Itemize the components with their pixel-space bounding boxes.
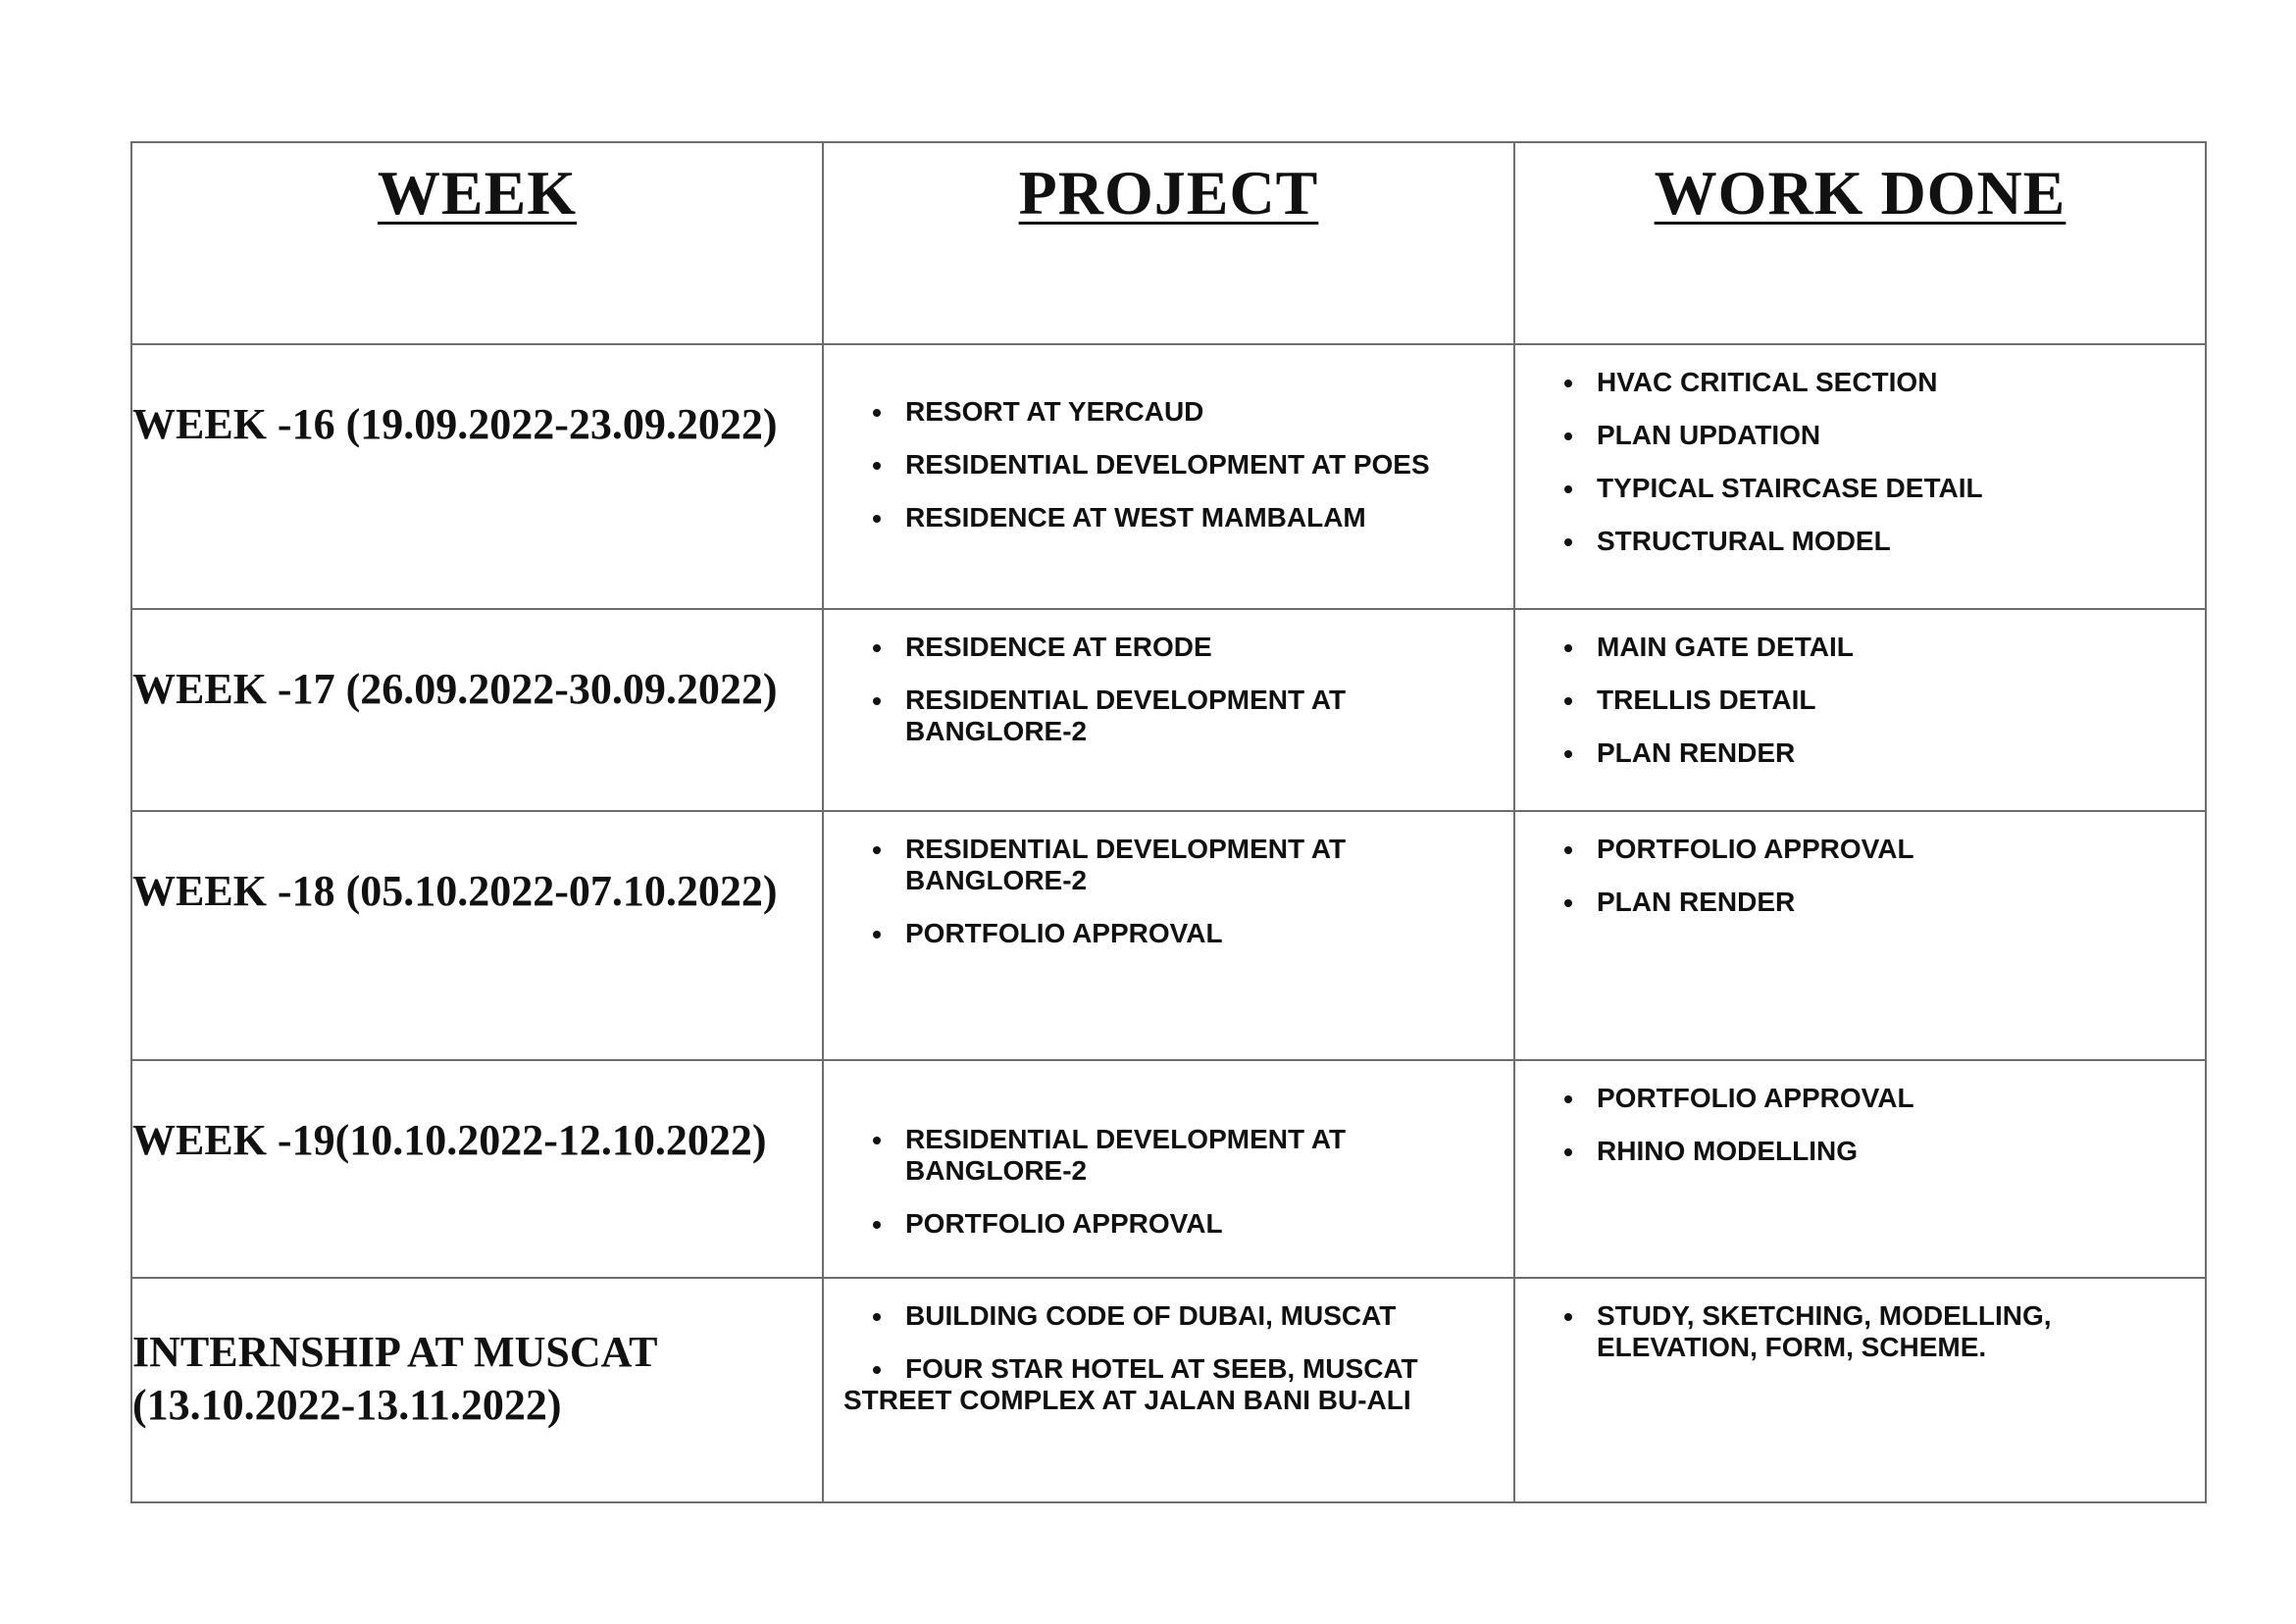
week-label: WEEK -17 (26.09.2022-30.09.2022)	[132, 665, 778, 713]
list-item: RESIDENTIAL DEVELOPMENT AT BANGLORE-2	[824, 1124, 1513, 1187]
list-item: PORTFOLIO APPROVAL	[1515, 834, 2205, 865]
project-list	[824, 1124, 1513, 1240]
list-item: TRELLIS DETAIL	[1515, 685, 2205, 716]
list-item: HVAC CRITICAL SECTION	[1515, 367, 2205, 398]
week-cell	[131, 1060, 823, 1278]
table-row	[131, 811, 2206, 1060]
list-item: PLAN UPDATION	[1515, 420, 2205, 451]
work-done-list	[1515, 1083, 2205, 1167]
week-cell	[131, 1278, 823, 1502]
table-header-row	[131, 142, 2206, 344]
list-item: STUDY, SKETCHING, MODELLING, ELEVATION, FORM, SCHEME.	[1515, 1300, 2205, 1363]
week-label-line2: (13.10.2022-13.11.2022)	[132, 1381, 562, 1429]
header-work-done-label: WORK DONE	[1654, 158, 2066, 228]
list-item: TYPICAL STAIRCASE DETAIL	[1515, 473, 2205, 504]
week-label-line1: INTERNSHIP AT MUSCAT	[132, 1328, 658, 1376]
header-week	[131, 142, 823, 344]
list-item: PLAN RENDER	[1515, 737, 2205, 769]
project-cell	[823, 609, 1514, 811]
week-cell	[131, 344, 823, 609]
week-label: WEEK -16 (19.09.2022-23.09.2022)	[132, 400, 778, 448]
table-row	[131, 1278, 2206, 1502]
list-item: PORTFOLIO APPROVAL	[1515, 1083, 2205, 1114]
work-done-cell	[1514, 1278, 2206, 1502]
weekly-log-table	[130, 141, 2207, 1503]
list-item: RESORT AT YERCAUD	[824, 396, 1513, 428]
project-extra-line: STREET COMPLEX AT JALAN BANI BU-ALI	[843, 1385, 1411, 1415]
list-item: FOUR STAR HOTEL AT SEEB, MUSCAT	[824, 1353, 1513, 1385]
table-row	[131, 344, 2206, 609]
week-cell	[131, 609, 823, 811]
week-label: WEEK -18 (05.10.2022-07.10.2022)	[132, 867, 778, 915]
project-list	[824, 396, 1513, 533]
work-done-cell	[1514, 811, 2206, 1060]
project-cell	[823, 344, 1514, 609]
list-item: MAIN GATE DETAIL	[1515, 632, 2205, 663]
work-done-cell	[1514, 344, 2206, 609]
list-item: PORTFOLIO APPROVAL	[824, 1208, 1513, 1240]
project-list	[824, 834, 1513, 949]
week-label: WEEK -19(10.10.2022-12.10.2022)	[132, 1116, 767, 1164]
list-item: RESIDENTIAL DEVELOPMENT AT BANGLORE-2	[824, 685, 1513, 747]
list-item: PORTFOLIO APPROVAL	[824, 918, 1513, 949]
project-list	[824, 632, 1513, 747]
work-done-cell	[1514, 609, 2206, 811]
table-row	[131, 1060, 2206, 1278]
list-item: RESIDENTIAL DEVELOPMENT AT POES	[824, 449, 1513, 481]
project-cell	[823, 811, 1514, 1060]
list-item: RHINO MODELLING	[1515, 1136, 2205, 1167]
work-done-list	[1515, 834, 2205, 918]
list-item: RESIDENCE AT WEST MAMBALAM	[824, 502, 1513, 533]
work-done-cell	[1514, 1060, 2206, 1278]
header-work-done	[1514, 142, 2206, 344]
header-project-label: PROJECT	[1018, 158, 1319, 228]
list-item: BUILDING CODE OF DUBAI, MUSCAT	[824, 1300, 1513, 1332]
weekly-log-sheet	[130, 141, 2207, 1501]
header-week-label: WEEK	[377, 158, 578, 228]
list-item: PLAN RENDER	[1515, 887, 2205, 918]
week-cell	[131, 811, 823, 1060]
work-done-list	[1515, 632, 2205, 769]
project-cell	[823, 1278, 1514, 1502]
table-row	[131, 609, 2206, 811]
work-done-list	[1515, 367, 2205, 557]
list-item: RESIDENCE AT ERODE	[824, 632, 1513, 663]
list-item: STRUCTURAL MODEL	[1515, 526, 2205, 557]
header-project	[823, 142, 1514, 344]
work-done-list	[1515, 1300, 2205, 1363]
project-cell	[823, 1060, 1514, 1278]
list-item: RESIDENTIAL DEVELOPMENT AT BANGLORE-2	[824, 834, 1513, 896]
project-list	[824, 1300, 1513, 1385]
